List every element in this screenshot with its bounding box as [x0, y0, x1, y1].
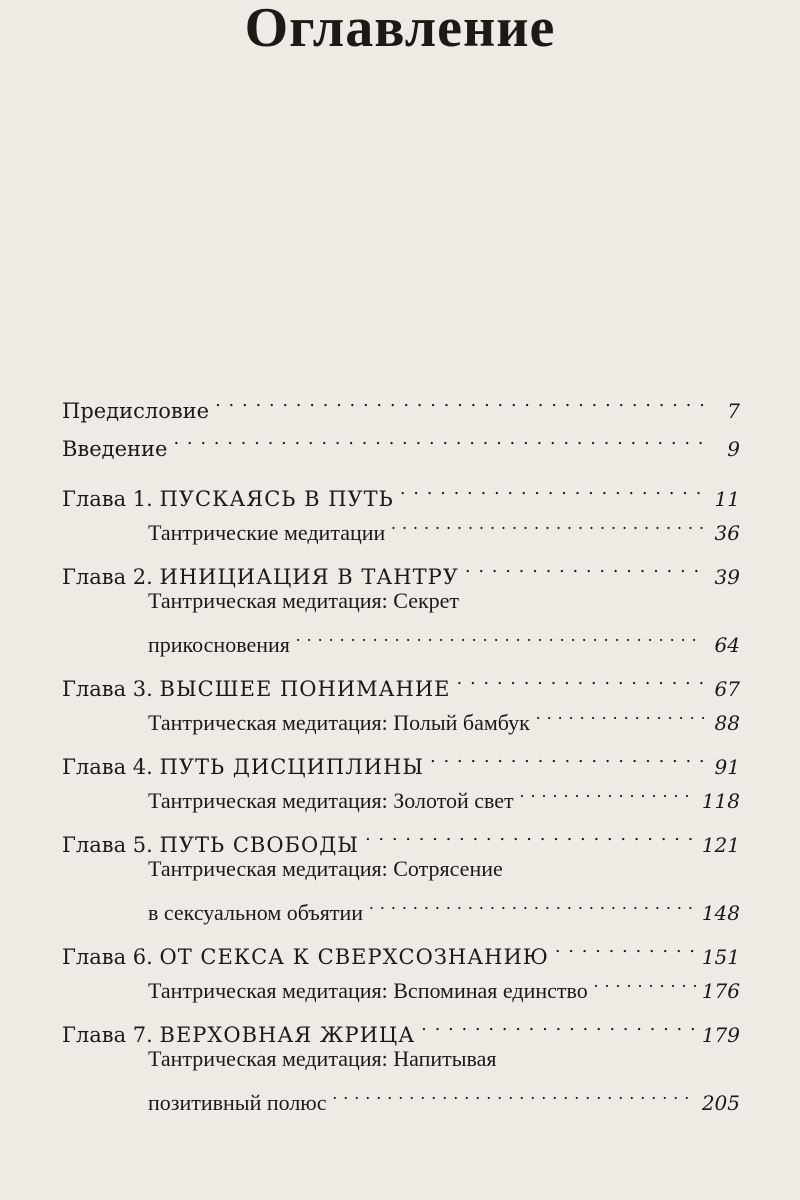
subentry-label-line1: Тантрическая медитация: Секрет	[148, 588, 460, 613]
dot-leader	[520, 774, 696, 808]
page-number: 179	[701, 1023, 740, 1047]
dot-leader	[536, 696, 704, 730]
page-number: 39	[714, 565, 740, 589]
page-number: 67	[714, 677, 740, 701]
chapter-title: ПУТЬ СВОБОДЫ	[159, 833, 359, 857]
page-number: 121	[701, 833, 740, 857]
dot-leader	[400, 472, 704, 506]
chapter-prefix: Глава 3.	[62, 677, 153, 701]
dot-leader	[465, 550, 704, 584]
dot-leader	[457, 662, 705, 696]
chapter-title: ВЫСШЕЕ ПОНИМАНИЕ	[159, 677, 451, 701]
toc-entry-introduction[interactable]	[62, 422, 740, 461]
chapter-title: ОТ СЕКСА К СВЕРХСОЗНАНИЮ	[159, 945, 549, 969]
page-number: 7	[727, 399, 740, 423]
chapter-title: ПУТЬ ДИСЦИПЛИНЫ	[159, 755, 425, 779]
toc-chapter-7[interactable]	[62, 1008, 740, 1047]
dot-leader	[555, 930, 696, 964]
toc-entry-preface[interactable]	[62, 384, 740, 423]
toc-chapter-2[interactable]	[62, 550, 740, 589]
page-number: 118	[701, 789, 740, 813]
chapter-prefix: Глава 4.	[62, 755, 153, 779]
toc-subentry-7[interactable]	[62, 1042, 740, 1115]
toc-subentry-2[interactable]	[62, 584, 740, 657]
chapter-prefix: Глава 1.	[62, 487, 153, 511]
chapter-prefix: Глава 7.	[62, 1023, 153, 1047]
subentry-label: Тантрическая медитация: Золотой свет	[148, 788, 514, 813]
page-number: 11	[714, 487, 740, 511]
page-number: 176	[701, 979, 740, 1003]
page-number: 205	[701, 1091, 740, 1115]
entry-label: Введение	[62, 437, 168, 461]
subentry-label: Тантрическая медитация: Вспоминая единство	[148, 978, 588, 1003]
page-number: 148	[701, 901, 740, 925]
dot-leader	[391, 506, 704, 540]
chapter-title: ПУСКАЯСЬ В ПУТЬ	[159, 487, 394, 511]
dot-leader	[296, 618, 704, 652]
subentry-label-line1: Тантрическая медитация: Сотрясение	[148, 856, 503, 881]
subentry-label: Тантрические медитации	[148, 520, 386, 545]
dot-leader	[430, 740, 704, 774]
toc-chapter-5[interactable]	[62, 818, 740, 857]
toc-chapter-1[interactable]	[62, 472, 740, 511]
chapter-prefix: Глава 2.	[62, 565, 153, 589]
page-number: 9	[727, 437, 740, 461]
page-number: 91	[714, 755, 740, 779]
subentry-label-line2: позитивный полюс	[148, 1090, 327, 1115]
toc-subentry-4[interactable]	[62, 774, 740, 813]
toc-subentry-5[interactable]	[62, 852, 740, 925]
table-of-contents	[62, 384, 740, 1115]
toc-chapter-4[interactable]	[62, 740, 740, 779]
chapter-prefix: Глава 5.	[62, 833, 153, 857]
subentry-label: Тантрическая медитация: Полый бамбук	[148, 710, 530, 735]
toc-chapter-3[interactable]	[62, 662, 740, 701]
subentry-label-line2: прикосновения	[148, 632, 290, 657]
page-number: 88	[714, 711, 740, 735]
page-number: 36	[714, 521, 740, 545]
toc-subentry-6[interactable]	[62, 964, 740, 1003]
dot-leader	[594, 964, 696, 998]
dot-leader	[369, 886, 696, 920]
dot-leader	[173, 422, 704, 456]
dot-leader	[333, 1076, 696, 1110]
page-number: 151	[701, 945, 740, 969]
subentry-label-line1: Тантрическая медитация: Напитывая	[148, 1046, 497, 1071]
chapter-title: ИНИЦИАЦИЯ В ТАНТРУ	[159, 565, 459, 589]
toc-subentry-1[interactable]	[62, 506, 740, 545]
toc-chapter-6[interactable]	[62, 930, 740, 969]
dot-leader	[421, 1008, 696, 1042]
chapter-prefix: Глава 6.	[62, 945, 153, 969]
toc-subentry-3[interactable]	[62, 696, 740, 735]
page-number: 64	[714, 633, 740, 657]
page-title: Оглавление	[244, 0, 556, 59]
chapter-title: ВЕРХОВНАЯ ЖРИЦА	[159, 1023, 416, 1047]
entry-label: Предисловие	[62, 399, 210, 423]
dot-leader	[365, 818, 696, 852]
dot-leader	[215, 384, 704, 418]
subentry-label-line2: в сексуальном объятии	[148, 900, 364, 925]
